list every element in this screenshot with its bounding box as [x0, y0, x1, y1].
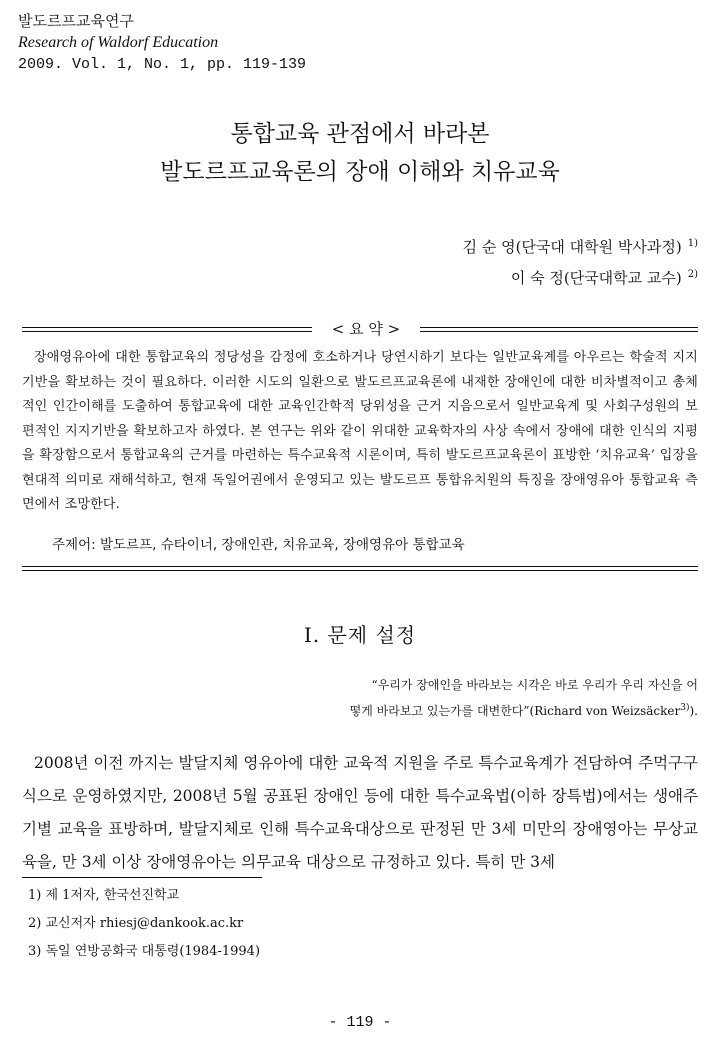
abstract-text: 장애영유아에 대한 통합교육의 정당성을 감정에 호소하거나 당연시하기 보다는 일반교육계를 아우르는 학술적 지지기반을 확보하는 것이 필요하다. 이러한 시도의 일환으로 발도르프교육론에 내재한 장애인에 대한 비차별적이고 총체적인 인간이해를 도출하여 통합교육에 대한 교육인간학적 당위성을 근거 지음으로서 일반교육계 및 사회구성원의 보편적인 지지기반을 확보하고자 하였다. 본 연구는 위와 같이 위대한 교육학자의 사상 속에서 장애에 대한 인식의 지평을 확장함으로서 통합교육의 근거를 마련하는 특수교육적 시론이며, 특히 발도르프교육론이 표방한 ‘치유교육’ 입장을 현대적 의미로 재해석하고, 현재 독일어권에서 운영되고 있는 발도르프 통합유치원의 특징을 장애영유아 통합교육 측면에서 조망한다.: [22, 350, 698, 512]
footnote-2: 2) 교신저자 rhiesj@dankook.ac.kr: [28, 916, 244, 931]
abstract-heading: [22, 318, 698, 340]
quote-line-2-tail: ).: [689, 704, 698, 718]
footnotes: [28, 882, 260, 966]
abstract-end-rule: [22, 566, 698, 571]
keywords: 주제어: 발도르프, 슈타이너, 장애인관, 치유교육, 장애영유아 통합교육: [52, 537, 465, 553]
footnote-1: 1) 제 1저자, 한국선진학교: [28, 888, 180, 903]
journal-header: [18, 10, 306, 76]
journal-volume-line: 2009. Vol. 1, No. 1, pp. 119-139: [18, 56, 307, 73]
quote-footnote-mark: 3): [680, 703, 690, 713]
abstract-label: < 요 약 >: [331, 320, 401, 338]
section-heading: Ⅰ. 문제 설정: [303, 623, 417, 647]
author-2: [511, 264, 698, 289]
journal-name-english: Research of Waldorf Education: [18, 34, 219, 51]
author-1-footnote-mark: 1): [687, 238, 698, 249]
epigraph-quote: [318, 674, 698, 723]
body-paragraph-text: 2008년 이전 까지는 발달지체 영유아에 대한 교육적 지원을 주로 특수교육계가 전담하여 주먹구구식으로 운영하였지만, 2008년 5월 공표된 장애인 등에 대한 특수교육법(이하 장특법)에서는 생애주기별 교육을 표방하며, 발달지체로 인해 특수교육대상으로 판정된 만 3세 미만의 장애영아는 무상교육을, 만 3세 이상 장애영유아는 의무교육 대상으로 규정하고 있다. 특히 만 3세: [22, 754, 698, 871]
quote-line-2-text: 떻게 바라보고 있는가를 대변한다”(Richard von Weizsäcker: [349, 704, 681, 718]
author-1-name: 김 순 영(단국대 대학원 박사과정): [462, 238, 682, 256]
author-2-footnote-mark: 2): [687, 269, 698, 280]
quote-line-1: “우리가 장애인을 바라보는 시각은 바로 우리가 우리 자신을 어: [371, 678, 698, 692]
footnote-rule: [22, 877, 262, 878]
abstract-rule-right: [420, 327, 698, 332]
author-1: [463, 233, 698, 258]
page-number: - 119 -: [328, 1014, 392, 1031]
paper-title-line-1: 통합교육 관점에서 바라본: [230, 121, 490, 147]
abstract-body: [22, 346, 698, 518]
paper-title-line-2: 발도르프교육론의 장애 이해와 치유교육: [160, 159, 560, 185]
body-paragraph: [22, 747, 698, 879]
abstract-rule-left: [22, 327, 312, 332]
quote-line-2: [318, 697, 698, 723]
author-2-name: 이 숙 정(단국대학교 교수): [510, 269, 682, 287]
journal-name-korean: 발도르프교육연구: [18, 12, 134, 30]
footnote-3: 3) 독일 연방공화국 대통령(1984-1994): [28, 944, 261, 959]
